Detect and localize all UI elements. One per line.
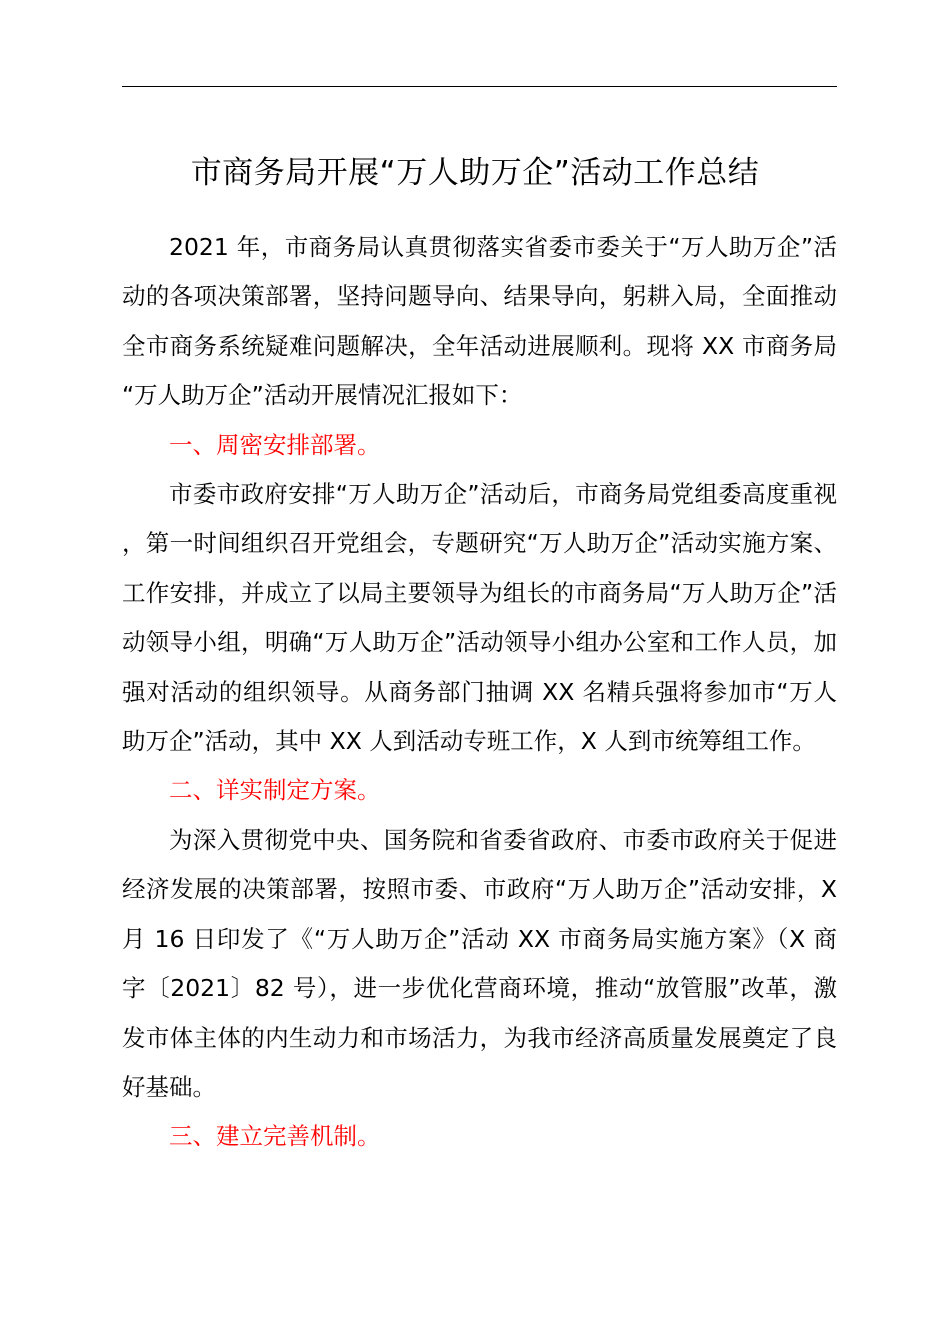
document-title: 市商务局开展“万人助万企”活动工作总结 (190, 155, 760, 191)
section-heading-3: 三、建立完善机制。 (169, 1122, 381, 1151)
intro-paragraph: 2021 年，市商务局认真贯彻落实省委市委关于“万人助万企”活动的各项决策部署，坚持问题导向、结果导向，躬耕入局，全面推动全市商务系统疑难问题解决，全年活动进展顺利。现将 XX 市商务局“万人助万企”活动开展情况汇报如下： (122, 233, 837, 410)
section-heading-1: 一、周密安排部署。 (169, 430, 381, 459)
document-body (122, 223, 837, 1162)
section-heading-2: 二、详实制定方案。 (169, 776, 381, 805)
section-2-paragraph: 为深入贯彻党中央、国务院和省委省政府、市委市政府关于促进经济发展的决策部署，按照市委、市政府“万人助万企”活动安排，X 月 16 日印发了《“万人助万企”活动 XX 市商务局实施方案》（X 商字〔2021〕82 号），进一步优化营商环境，推动“放管服”改革，激发市体主体的内生动力和市场活力，为我市经济高质量发展奠定了良好基础。 (122, 825, 837, 1101)
header-rule (122, 86, 837, 87)
section-1-paragraph: 市委市政府安排“万人助万企”活动后，市商务局党组委高度重视，第一时间组织召开党组会，专题研究“万人助万企”活动实施方案、工作安排，并成立了以局主要领导为组长的市商务局“万人助万企”活动领导小组，明确“万人助万企”活动领导小组办公室和工作人员，加强对活动的组织领导。从商务部门抽调 XX 名精兵强将参加市“万人助万企”活动，其中 XX 人到活动专班工作，X 人到市统筹组工作。 (122, 480, 837, 756)
